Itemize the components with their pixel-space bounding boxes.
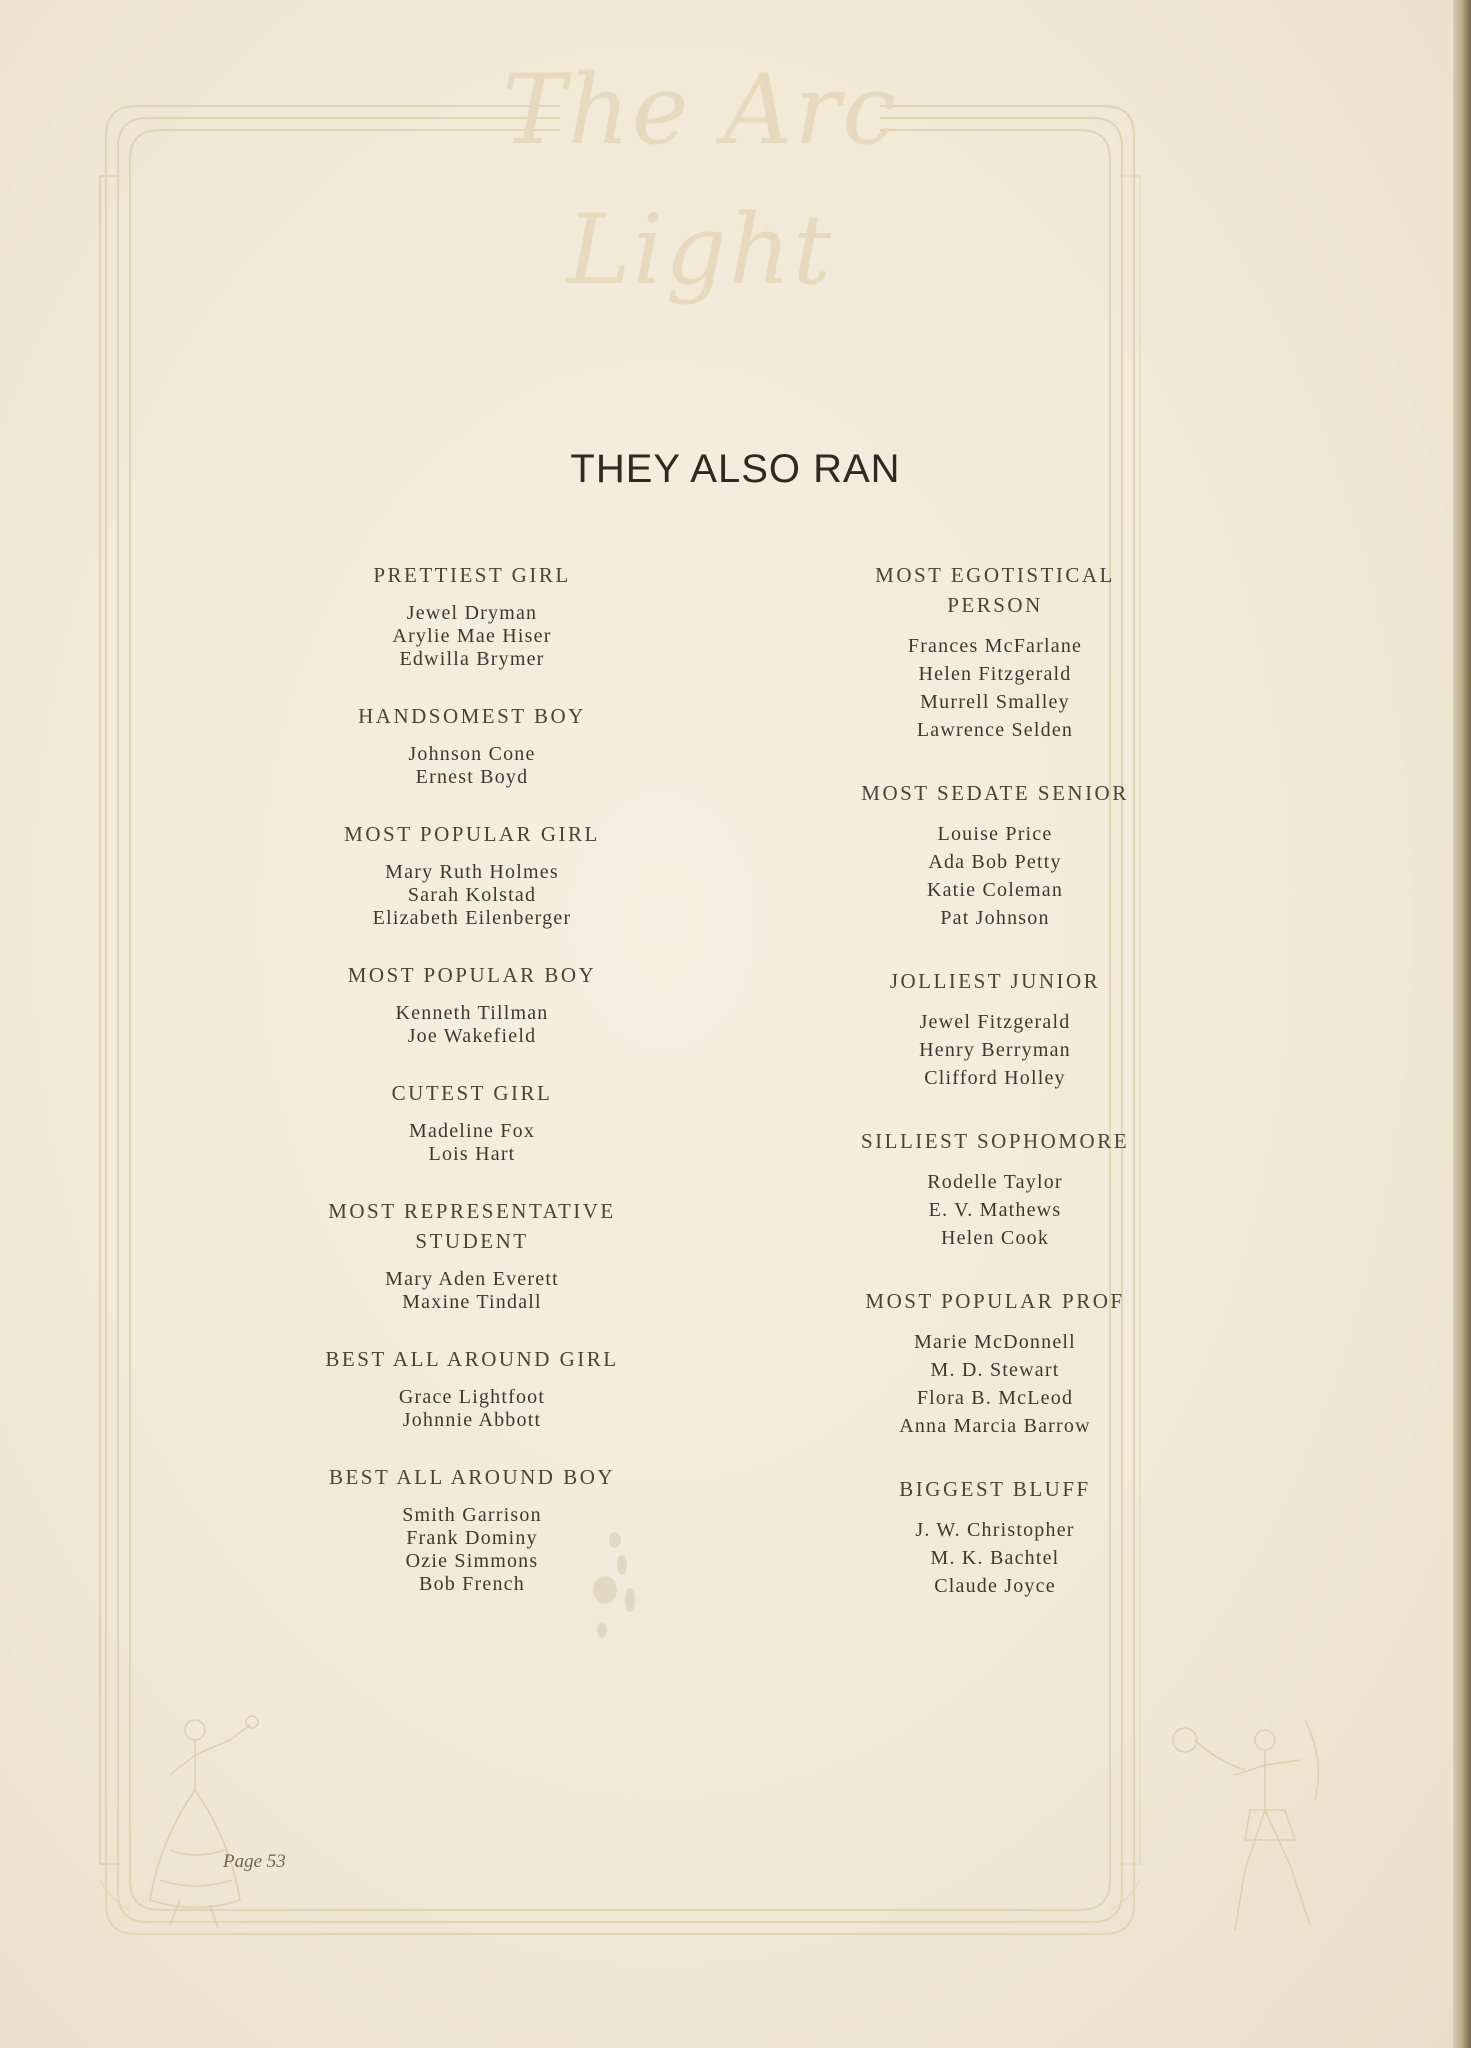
- nominee: Johnson Cone: [408, 743, 536, 765]
- nominee: Clifford Holley: [924, 1067, 1066, 1089]
- nominee: Joe Wakefield: [407, 1025, 537, 1047]
- nominee: Murrell Smalley: [920, 691, 1070, 713]
- nominee-list: [715, 1168, 1275, 1252]
- award-category: PRETTIEST GIRL: [373, 563, 571, 587]
- dancer-left-illustration: [140, 1700, 290, 1930]
- nominee: Sarah Kolstad: [407, 884, 537, 906]
- award-section: [192, 1078, 752, 1166]
- nominee: Helen Cook: [940, 1227, 1050, 1249]
- award-section: [192, 701, 752, 789]
- award-section: [192, 1344, 752, 1432]
- award-section: [715, 966, 1275, 1092]
- award-section: [192, 1462, 752, 1596]
- dancer-right-illustration: [1165, 1700, 1345, 1940]
- nominee: M. K. Bachtel: [930, 1547, 1060, 1569]
- nominee-list: [715, 820, 1275, 932]
- nominee: Flora B. McLeod: [916, 1387, 1074, 1409]
- award-section: [715, 1286, 1275, 1440]
- award-category: MOST REPRESENTATIVE STUDENT: [328, 1199, 616, 1253]
- nominee: Maxine Tindall: [402, 1291, 542, 1313]
- nominee: M. D. Stewart: [930, 1359, 1060, 1381]
- nominee-list: [192, 743, 752, 789]
- left-column: [192, 560, 752, 1626]
- nominee: Edwilla Brymer: [399, 648, 545, 670]
- nominee-list: [192, 1268, 752, 1314]
- nominee: Rodelle Taylor: [927, 1171, 1063, 1193]
- award-section: [715, 778, 1275, 932]
- award-category: HANDSOMEST BOY: [358, 704, 586, 728]
- nominee-list: [192, 1386, 752, 1432]
- nominee: Pat Johnson: [940, 907, 1050, 929]
- award-section: [192, 819, 752, 930]
- award-category: MOST EGOTISTICAL PERSON: [875, 563, 1115, 617]
- award-category: BIGGEST BLUFF: [899, 1477, 1091, 1501]
- award-category: BEST ALL AROUND GIRL: [325, 1347, 619, 1371]
- nominee: Marie McDonnell: [914, 1331, 1076, 1353]
- header-watermark: The Arc Light: [501, 54, 899, 306]
- book-spine-edge: [1453, 0, 1471, 2048]
- nominee: Frank Dominy: [406, 1527, 538, 1549]
- nominee: Mary Ruth Holmes: [385, 861, 559, 883]
- nominee: Lois Hart: [428, 1143, 516, 1165]
- award-category: BEST ALL AROUND BOY: [328, 1465, 616, 1489]
- nominee: Jewel Dryman: [406, 602, 538, 624]
- nominee-list: [715, 1516, 1275, 1600]
- award-section: [715, 1126, 1275, 1252]
- nominee: Anna Marcia Barrow: [899, 1415, 1091, 1437]
- nominee: Smith Garrison: [402, 1504, 542, 1526]
- award-category: SILLIEST SOPHOMORE: [860, 1129, 1130, 1153]
- award-section: [192, 560, 752, 671]
- nominee-list: [192, 602, 752, 671]
- nominee: Katie Coleman: [926, 879, 1064, 901]
- award-category: MOST POPULAR BOY: [347, 963, 597, 987]
- nominee-list: [192, 1002, 752, 1048]
- nominee-list: [715, 1008, 1275, 1092]
- award-category: MOST POPULAR GIRL: [344, 822, 600, 846]
- award-category: JOLLIEST JUNIOR: [889, 969, 1101, 993]
- nominee: Kenneth Tillman: [395, 1002, 549, 1024]
- nominee-list: [192, 861, 752, 930]
- nominee: Helen Fitzgerald: [918, 663, 1072, 685]
- nominee-list: [715, 1328, 1275, 1440]
- nominee: Elizabeth Eilenberger: [372, 907, 572, 929]
- nominee: Henry Berryman: [919, 1039, 1071, 1061]
- nominee: Lawrence Selden: [916, 719, 1074, 741]
- nominee: Claude Joyce: [934, 1575, 1056, 1597]
- nominee: Mary Aden Everett: [385, 1268, 559, 1290]
- award-section: [192, 1196, 752, 1314]
- nominee: Johnnie Abbott: [402, 1409, 542, 1431]
- nominee: Ada Bob Petty: [928, 851, 1062, 873]
- nominee: Arylie Mae Hiser: [392, 625, 552, 647]
- nominee-list: [192, 1504, 752, 1596]
- nominee: Louise Price: [937, 823, 1053, 845]
- award-category: CUTEST GIRL: [391, 1081, 553, 1105]
- award-section: [715, 560, 1275, 744]
- nominee: Grace Lightfoot: [398, 1386, 546, 1408]
- award-category: MOST POPULAR PROF: [865, 1289, 1125, 1313]
- nominee: Madeline Fox: [408, 1120, 536, 1142]
- nominee: Bob French: [419, 1573, 525, 1595]
- nominee: E. V. Mathews: [928, 1199, 1062, 1221]
- award-section: [715, 1474, 1275, 1600]
- nominee: Jewel Fitzgerald: [919, 1011, 1071, 1033]
- nominee: Ernest Boyd: [415, 766, 529, 788]
- award-category: MOST SEDATE SENIOR: [861, 781, 1129, 805]
- nominee: J. W. Christopher: [915, 1519, 1075, 1541]
- nominee-list: [715, 632, 1275, 744]
- page-title: THEY ALSO RAN: [570, 447, 901, 491]
- nominee: Frances McFarlane: [907, 635, 1083, 657]
- right-column: [715, 560, 1275, 1634]
- nominee: Ozie Simmons: [405, 1550, 539, 1572]
- nominee-list: [192, 1120, 752, 1166]
- award-section: [192, 960, 752, 1048]
- page-number: Page 53: [223, 1851, 286, 1872]
